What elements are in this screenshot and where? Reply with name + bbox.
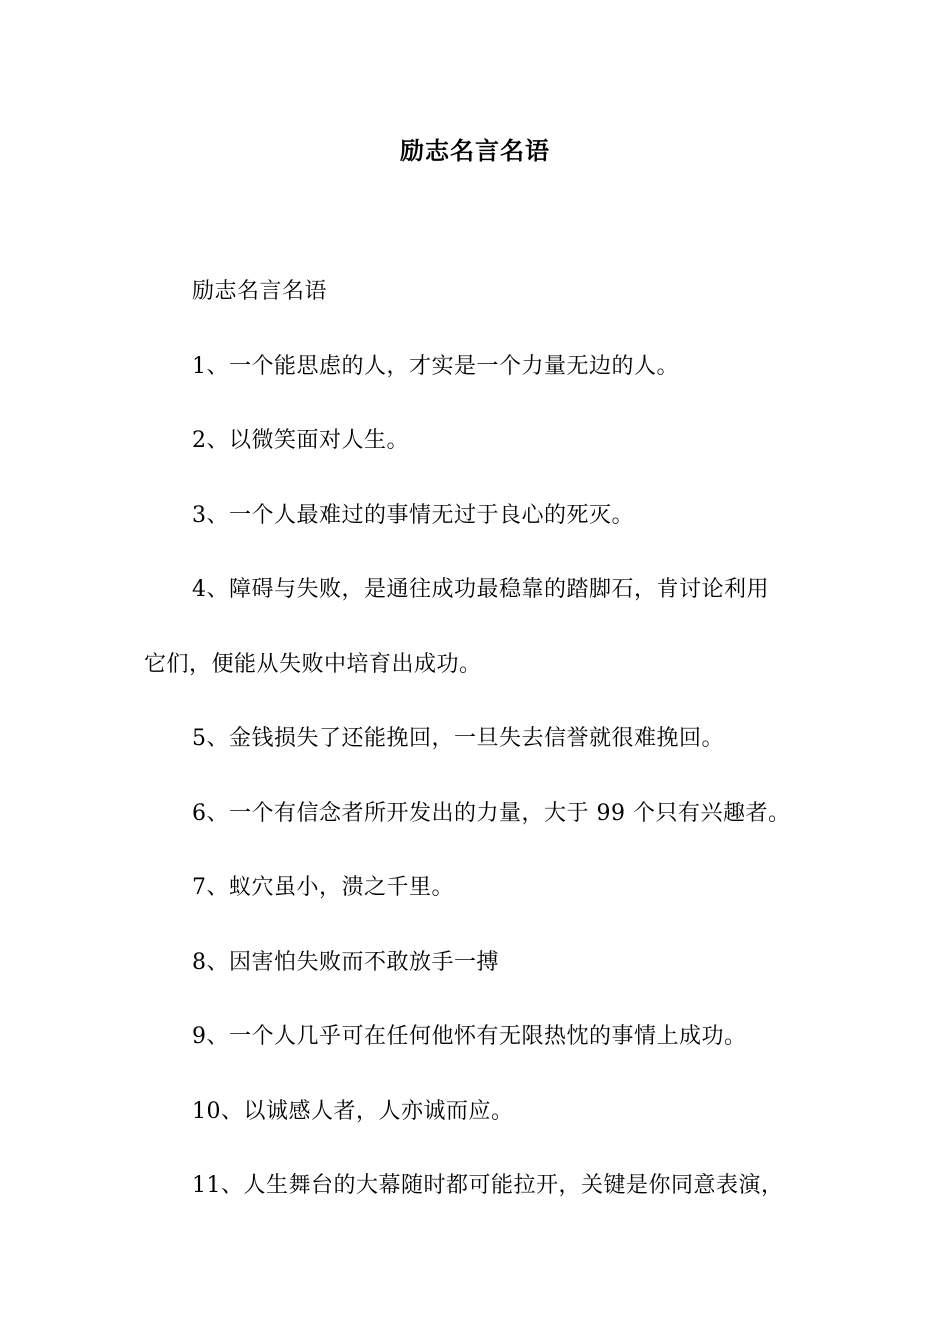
paragraph-line: 8、因害怕失败而不敢放手一搏 (192, 949, 499, 975)
paragraph-line: 2、以微笑面对人生。 (192, 428, 409, 453)
paragraph-line: 6、一个有信念者所开发出的力量，大于 99 个只有兴趣者。 (192, 800, 791, 826)
paragraph-line: 10、以诚感人者，人亦诚而应。 (192, 1098, 514, 1124)
paragraph-line: 励志名言名语 (192, 279, 328, 304)
paragraph-line: 9、一个人几乎可在任何他怀有无限热忱的事情上成功。 (192, 1024, 747, 1049)
paragraph-line-continuation: 它们，便能从失败中培育出成功。 (144, 651, 482, 677)
paragraph-line: 1、一个能思虑的人，才实是一个力量无边的人。 (192, 353, 679, 379)
document-title: 励志名言名语 (400, 136, 550, 165)
paragraph-line: 4、障碍与失败，是通往成功最稳靠的踏脚石，肯讨论利用 (192, 577, 769, 602)
paragraph-line: 5、金钱损失了还能挽回，一旦失去信誉就很难挽回。 (192, 726, 724, 751)
document-body (144, 255, 824, 1224)
paragraph-line: 3、一个人最难过的事情无过于良心的死灭。 (192, 502, 634, 528)
paragraph-line: 11、人生舞台的大幕随时都可能拉开，关键是你同意表演， (192, 1173, 784, 1198)
paragraph-line: 7、蚁穴虽小，溃之千里。 (192, 875, 454, 900)
